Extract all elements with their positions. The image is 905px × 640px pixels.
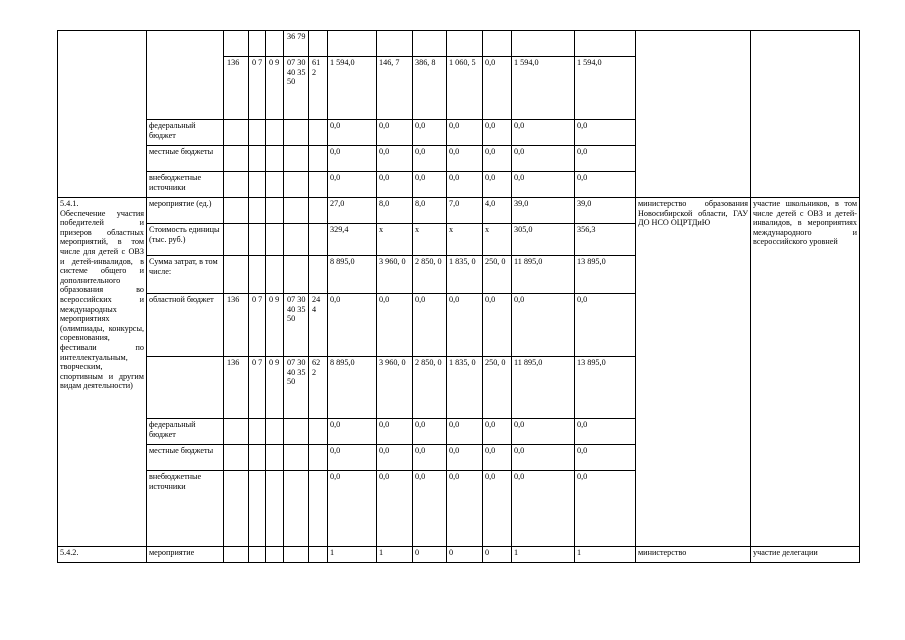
code-cell: 0 9	[266, 357, 284, 419]
value-cell: 39,0	[575, 198, 636, 224]
source-label: Стоимость единицы (тыс. руб.)	[147, 224, 224, 256]
source-label: областной бюджет	[147, 294, 224, 357]
empty-cell	[309, 120, 328, 146]
value-cell: 0,0	[377, 146, 413, 172]
value-cell: 0,0	[328, 172, 377, 198]
value-cell: 0,0	[575, 294, 636, 357]
empty-cell	[249, 547, 266, 563]
value-cell: 8,0	[413, 198, 447, 224]
empty-cell	[309, 224, 328, 256]
code-cell: 136	[224, 57, 249, 120]
empty-cell	[284, 120, 309, 146]
value-cell: 8 895,0	[328, 256, 377, 294]
item-cell-541	[58, 198, 147, 547]
value-cell: 0,0	[328, 419, 377, 445]
value-cell: 2 850, 0	[413, 357, 447, 419]
value-cell: x	[483, 224, 512, 256]
code-cell: 0 7	[249, 357, 266, 419]
value-cell: 1 594,0	[328, 57, 377, 120]
empty-cell	[309, 256, 328, 294]
value-cell: 1 060, 5	[447, 57, 483, 120]
table-row	[58, 198, 860, 224]
value-cell: 0,0	[483, 57, 512, 120]
empty-cell	[266, 172, 284, 198]
empty-cell	[266, 120, 284, 146]
source-label: внебюджетные источники	[147, 471, 224, 547]
value-cell: 0,0	[575, 419, 636, 445]
value-cell: 0,0	[377, 471, 413, 547]
source-label: мероприятие (ед.)	[147, 198, 224, 224]
value-cell: 39,0	[512, 198, 575, 224]
value-cell: 0,0	[575, 445, 636, 471]
value-cell: 4,0	[483, 198, 512, 224]
empty-cell	[249, 198, 266, 224]
empty-cell	[266, 547, 284, 563]
value-cell: 356,3	[575, 224, 636, 256]
source-label: федеральный бюджет	[147, 419, 224, 445]
result-cell	[751, 31, 860, 198]
value-cell: 0,0	[413, 419, 447, 445]
value-cell: 0,0	[447, 294, 483, 357]
value-cell: 2 850, 0	[413, 256, 447, 294]
empty-cell	[309, 419, 328, 445]
value-cell: 13 895,0	[575, 256, 636, 294]
empty-cell	[284, 224, 309, 256]
empty-cell	[224, 120, 249, 146]
empty-cell	[249, 445, 266, 471]
empty-cell	[309, 146, 328, 172]
value-cell: 0,0	[377, 419, 413, 445]
value-cell: 27,0	[328, 198, 377, 224]
empty-cell	[224, 224, 249, 256]
number-cell	[58, 31, 147, 198]
empty-cell	[249, 120, 266, 146]
empty-cell	[284, 256, 309, 294]
empty-cell	[224, 256, 249, 294]
value-cell: 0,0	[575, 146, 636, 172]
value-cell: 0,0	[413, 146, 447, 172]
value-cell: 0,0	[575, 172, 636, 198]
value-cell: 0,0	[413, 294, 447, 357]
value-cell: 7,0	[447, 198, 483, 224]
budget-table	[57, 30, 860, 563]
value-cell: 0,0	[512, 445, 575, 471]
code-cell: 61 2	[309, 57, 328, 120]
source-label: местные бюджеты	[147, 146, 224, 172]
value-cell: x	[413, 224, 447, 256]
value-cell: 1 835, 0	[447, 256, 483, 294]
value-cell: 0,0	[413, 471, 447, 547]
value-cell: 0,0	[447, 445, 483, 471]
table-row	[58, 547, 860, 563]
source-label: федеральный бюджет	[147, 120, 224, 146]
result-cell: участие делегации	[751, 547, 860, 563]
value-cell: 0,0	[512, 419, 575, 445]
code-cell: 62 2	[309, 357, 328, 419]
value-cell: 1	[575, 547, 636, 563]
value-cell: 0,0	[483, 445, 512, 471]
empty-cell	[284, 445, 309, 471]
value-cell: 305,0	[512, 224, 575, 256]
result-cell: участие школьников, в том числе детей с ОВЗ и детей-инвалидов, в мероприятиях международного и всероссийского уровней	[751, 198, 860, 547]
source-label: мероприятие	[147, 547, 224, 563]
source-label: Сумма затрат, в том числе:	[147, 256, 224, 294]
value-cell: 0,0	[512, 172, 575, 198]
empty-cell	[266, 419, 284, 445]
value-cell: 250, 0	[483, 256, 512, 294]
source-cell	[147, 31, 224, 120]
value-cell: 1	[328, 547, 377, 563]
value-cell: 1	[377, 547, 413, 563]
value-cell: 0,0	[328, 146, 377, 172]
item-number: 5.4.2.	[58, 547, 147, 563]
empty-cell	[224, 445, 249, 471]
empty-cell	[224, 419, 249, 445]
empty-cell	[284, 198, 309, 224]
empty-cell	[266, 256, 284, 294]
empty-cell	[309, 198, 328, 224]
value-cell: 0,0	[512, 146, 575, 172]
empty-cell	[249, 146, 266, 172]
empty-cell	[249, 224, 266, 256]
value-cell: 1 594,0	[575, 57, 636, 120]
empty-cell	[309, 471, 328, 547]
code-cell: 136	[224, 357, 249, 419]
item-number: 5.4.1.	[60, 199, 79, 208]
value-cell: 386, 8	[413, 57, 447, 120]
empty-cell	[266, 445, 284, 471]
value-cell: 0	[413, 547, 447, 563]
value-cell: 0,0	[483, 120, 512, 146]
code-cell: 24 4	[309, 294, 328, 357]
value-cell: x	[377, 224, 413, 256]
code-cell: 0 9	[266, 294, 284, 357]
source-label: внебюджетные источники	[147, 172, 224, 198]
value-cell: 0,0	[413, 445, 447, 471]
value-cell: 250, 0	[483, 357, 512, 419]
executor-cell	[636, 31, 751, 198]
value-cell: 13 895,0	[575, 357, 636, 419]
value-cell: 0,0	[328, 120, 377, 146]
value-cell: 1 835, 0	[447, 357, 483, 419]
value-cell: 0,0	[377, 120, 413, 146]
value-cell: 0,0	[447, 471, 483, 547]
value-cell: 3 960, 0	[377, 256, 413, 294]
value-cell: 0,0	[575, 120, 636, 146]
empty-cell	[284, 547, 309, 563]
code-cell: 07 30 40 35 50	[284, 294, 309, 357]
empty-cell	[266, 198, 284, 224]
empty-cell	[249, 471, 266, 547]
empty-cell	[284, 471, 309, 547]
value-cell: 11 895,0	[512, 256, 575, 294]
empty-cell	[309, 172, 328, 198]
empty-cell	[224, 547, 249, 563]
code-cell: 0 7	[249, 57, 266, 120]
value-cell: 0,0	[328, 471, 377, 547]
empty-cell	[284, 146, 309, 172]
executor-cell: министерство образования Новосибирской области, ГАУ ДО НСО ОЦРТДиЮ	[636, 198, 751, 547]
empty-cell	[266, 471, 284, 547]
value-cell: 0,0	[328, 445, 377, 471]
value-cell: 0,0	[377, 445, 413, 471]
value-cell: 0,0	[413, 120, 447, 146]
value-cell: 0,0	[413, 172, 447, 198]
value-cell: 0,0	[377, 172, 413, 198]
source-label: местные бюджеты	[147, 445, 224, 471]
value-cell: 11 895,0	[512, 357, 575, 419]
value-cell: 0,0	[447, 120, 483, 146]
value-cell: 0	[447, 547, 483, 563]
code-cell: 07 30 40 35 50	[284, 57, 309, 120]
empty-cell	[249, 172, 266, 198]
empty-cell	[309, 445, 328, 471]
value-cell: 0,0	[447, 419, 483, 445]
empty-cell	[249, 256, 266, 294]
empty-cell	[224, 172, 249, 198]
empty-cell	[284, 419, 309, 445]
empty-cell	[224, 198, 249, 224]
value-cell: 0,0	[483, 419, 512, 445]
empty-cell	[309, 547, 328, 563]
value-cell: 0,0	[575, 471, 636, 547]
value-cell: 0,0	[447, 146, 483, 172]
value-cell: 8 895,0	[328, 357, 377, 419]
value-cell: 0,0	[512, 120, 575, 146]
item-title: Обеспечение участия победителей и призеров областных мероприятий, в том числе для детей с ОВЗ и детей-инвалидов, в системе общего и дополнительного образования во всероссийских и международных мероприятиях (олимпиады, конкурсы, соревнования, фестивали по интеллектуальным, творческим, спортивным и другим видам деятельности)	[60, 208, 144, 391]
value-cell: 329,4	[328, 224, 377, 256]
empty-cell	[284, 172, 309, 198]
value-cell: 0,0	[483, 294, 512, 357]
value-cell: 3 960, 0	[377, 357, 413, 419]
code-cell: 0 9	[266, 57, 284, 120]
empty-cell	[266, 224, 284, 256]
table-row	[58, 31, 860, 57]
value-cell: 0,0	[483, 471, 512, 547]
value-cell: 0,0	[483, 146, 512, 172]
value-cell: 0,0	[512, 294, 575, 357]
empty-cell	[266, 146, 284, 172]
value-cell: 0,0	[447, 172, 483, 198]
value-cell: 8,0	[377, 198, 413, 224]
value-cell: 1 594,0	[512, 57, 575, 120]
value-cell: 146, 7	[377, 57, 413, 120]
value-cell: 0,0	[328, 294, 377, 357]
empty-cell	[249, 419, 266, 445]
executor-cell: министерство	[636, 547, 751, 563]
value-cell: 0,0	[512, 471, 575, 547]
value-cell: x	[447, 224, 483, 256]
value-cell: 0	[483, 547, 512, 563]
value-cell: 0,0	[377, 294, 413, 357]
value-cell: 1	[512, 547, 575, 563]
value-cell: 0,0	[483, 172, 512, 198]
empty-cell	[224, 471, 249, 547]
code-cell: 0 7	[249, 294, 266, 357]
code-cell: 07 30 40 35 50	[284, 357, 309, 419]
empty-cell	[224, 146, 249, 172]
code-cell: 136	[224, 294, 249, 357]
code-cell: 36 79	[284, 31, 309, 57]
